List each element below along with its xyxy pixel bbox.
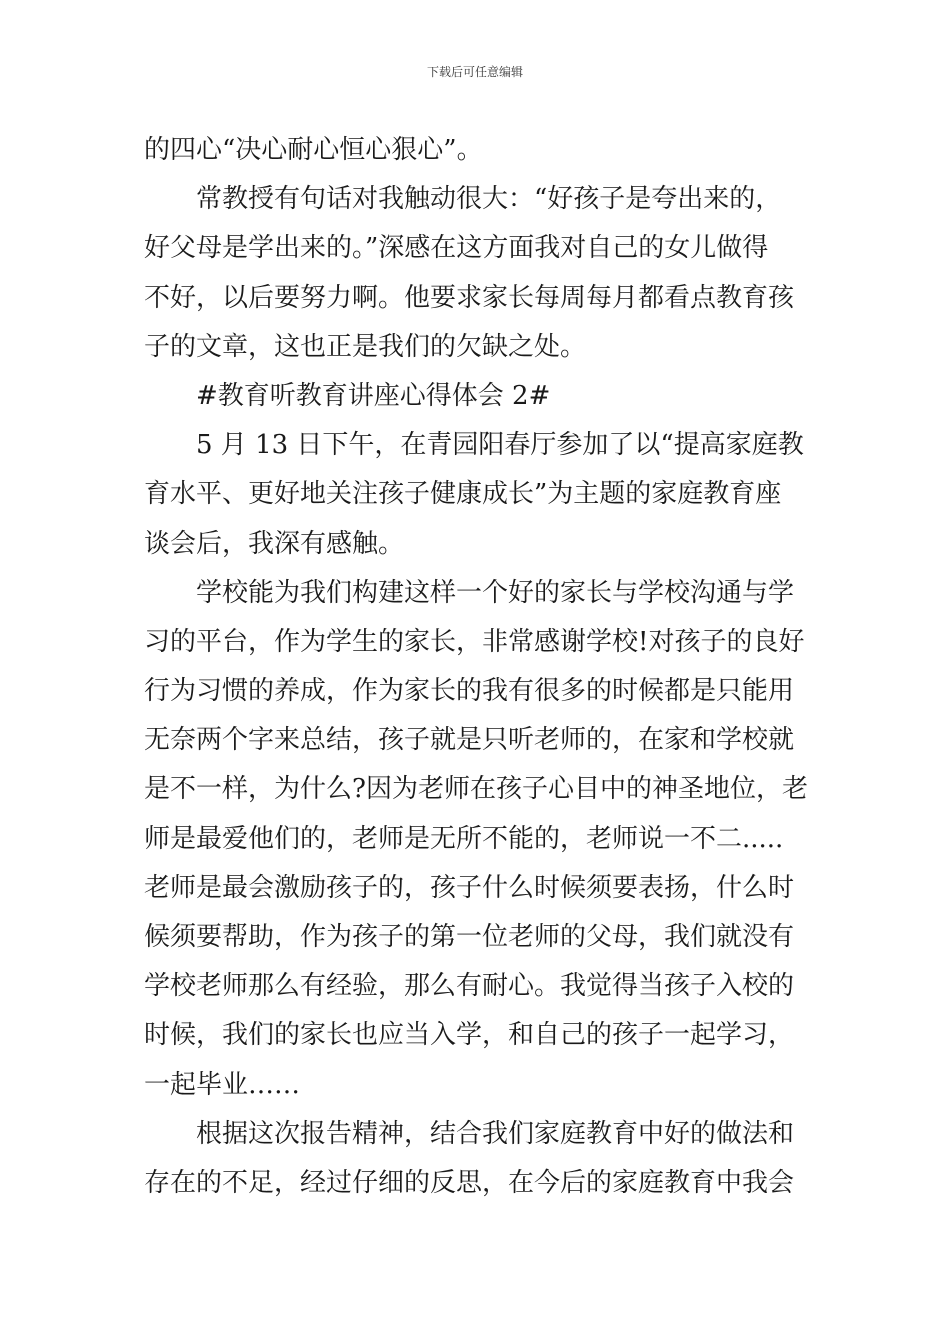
text-line: 无奈两个字来总结，孩子就是只听老师的，在家和学校就 <box>144 725 795 756</box>
text-line: 时候，我们的家长也应当入学，和自己的孩子一起学习， <box>144 1020 795 1051</box>
text-line: 一起毕业…… <box>144 1069 301 1100</box>
text-line: 常教授有句话对我触动很大：“好孩子是夸出来的， <box>196 184 782 215</box>
document-body <box>144 126 809 1208</box>
text-line: 根据这次报告精神，结合我们家庭教育中好的做法和 <box>196 1118 795 1149</box>
text-line: 学校能为我们构建这样一个好的家长与学校沟通与学 <box>196 577 795 608</box>
text-line: 谈会后，我深有感触。 <box>144 528 405 559</box>
section-heading: #教育听教育讲座心得体会 2# <box>196 380 551 411</box>
text-line: 不好，以后要努力啊。他要求家长每周每月都看点教育孩 <box>144 282 795 313</box>
text-line: 存在的不足，经过仔细的反思，在今后的家庭教育中我会 <box>144 1167 795 1198</box>
text-line: 育水平、更好地关注孩子健康成长”为主题的家庭教育座 <box>144 479 782 510</box>
text-line: 好父母是学出来的。”深感在这方面我对自己的女儿做得 <box>144 233 769 264</box>
text-line: 的四心“决心耐心恒心狠心”。 <box>144 135 483 165</box>
text-line: 师是最爱他们的，老师是无所不能的，老师说一不二..... <box>144 823 784 854</box>
text-line: 学校老师那么有经验，那么有耐心。我觉得当孩子入校的 <box>144 971 795 1002</box>
text-line: 5 月 13 日下午，在青园阳春厅参加了以“提高家庭教 <box>196 430 804 461</box>
text-line: 习的平台，作为学生的家长，非常感谢学校!对孩子的良好 <box>144 626 805 657</box>
text-line: 是不一样，为什么?因为老师在孩子心目中的神圣地位，老 <box>144 774 808 805</box>
text-line: 候须要帮助，作为孩子的第一位老师的父母，我们就没有 <box>144 922 795 952</box>
text-line: 老师是最会激励孩子的，孩子什么时候须要表扬，什么时 <box>144 872 795 903</box>
text-line: 行为习惯的养成，作为家长的我有很多的时候都是只能用 <box>144 676 795 707</box>
text-line: 子的文章，这也正是我们的欠缺之处。 <box>144 331 587 362</box>
page-header: 下载后可任意编辑 <box>426 65 523 79</box>
